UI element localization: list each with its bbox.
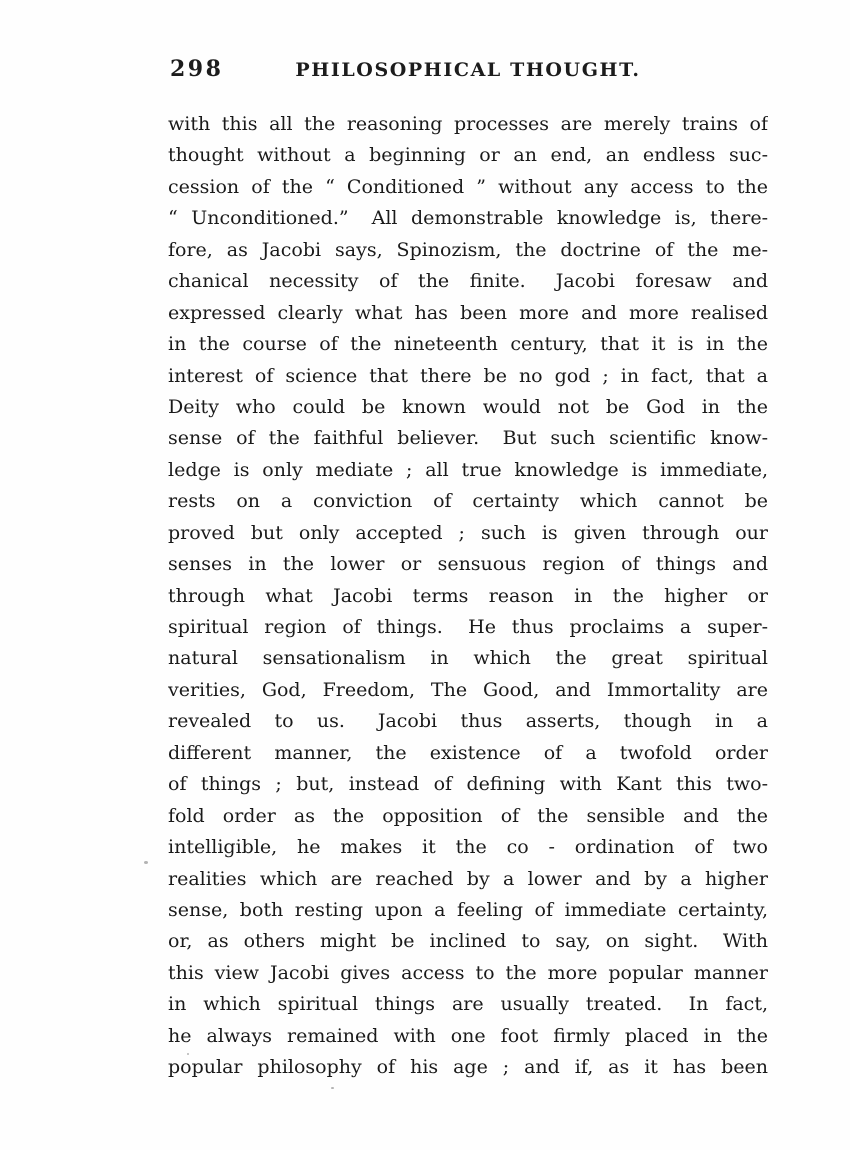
scan-speck bbox=[144, 861, 148, 864]
text-line: in which spiritual things are usually treated. In fact, bbox=[168, 993, 768, 1016]
text-line: sense, both resting upon a feeling of immediate certainty, bbox=[168, 898, 768, 921]
text-line: through what Jacobi terms reason in the higher or bbox=[168, 584, 768, 607]
text-line: revealed to us. Jacobi thus asserts, though in a bbox=[168, 710, 768, 733]
text-line: cession of the “ Conditioned ” without any access to the bbox=[168, 175, 768, 198]
text-line: he always remained with one foot firmly placed in the bbox=[168, 1024, 768, 1047]
text-line: of things ; but, instead of defining with Kant this two- bbox=[168, 773, 768, 796]
text-line: chanical necessity of the finite. Jacobi foresaw and bbox=[168, 270, 768, 293]
text-line: intelligible, he makes it the co - ordination of two bbox=[168, 836, 768, 859]
scan-speck bbox=[331, 1087, 334, 1089]
scan-speck bbox=[187, 1053, 189, 1055]
text-line: in the course of the nineteenth century, that it is in the bbox=[168, 333, 768, 356]
text-line: interest of science that there be no god ; in fact, that a bbox=[168, 364, 768, 387]
text-line: senses in the lower or sensuous region of things and bbox=[168, 553, 768, 576]
page-header bbox=[168, 57, 768, 85]
text-line: popular philosophy of his age ; and if, as it has been bbox=[168, 1056, 768, 1079]
text-line: different manner, the existence of a twofold order bbox=[168, 741, 768, 764]
text-line: this view Jacobi gives access to the more popular manner bbox=[168, 961, 768, 984]
text-line: verities, God, Freedom, The Good, and Immortality are bbox=[168, 678, 768, 701]
text-block bbox=[168, 109, 768, 1084]
text-line: “ Unconditioned.” All demonstrable knowledge is, there- bbox=[168, 207, 768, 230]
text-line: expressed clearly what has been more and more realised bbox=[168, 301, 768, 324]
text-line: fold order as the opposition of the sensible and the bbox=[168, 804, 768, 827]
text-line: natural sensationalism in which the great spiritual bbox=[168, 647, 768, 670]
text-line: proved but only accepted ; such is given through our bbox=[168, 521, 768, 544]
text-line: Deity who could be known would not be God in the bbox=[168, 395, 768, 418]
text-line: ledge is only mediate ; all true knowledge is immediate, bbox=[168, 458, 768, 481]
text-line: sense of the faithful believer. But such scientific know- bbox=[168, 427, 768, 450]
running-title: PHILOSOPHICAL THOUGHT. bbox=[295, 59, 641, 81]
text-line: spiritual region of things. He thus proclaims a super- bbox=[168, 616, 768, 638]
text-line: realities which are reached by a lower and by a higher bbox=[168, 867, 768, 890]
text-line: fore, as Jacobi says, Spinozism, the doctrine of the me- bbox=[168, 238, 768, 261]
text-line: or, as others might be inclined to say, on sight. With bbox=[168, 930, 768, 953]
text-line: with this all the reasoning processes are merely trains of bbox=[168, 113, 768, 135]
page-number: 298 bbox=[170, 56, 224, 82]
text-line: rests on a conviction of certainty which cannot be bbox=[168, 490, 768, 513]
text-line: thought without a beginning or an end, an endless suc- bbox=[168, 144, 768, 167]
